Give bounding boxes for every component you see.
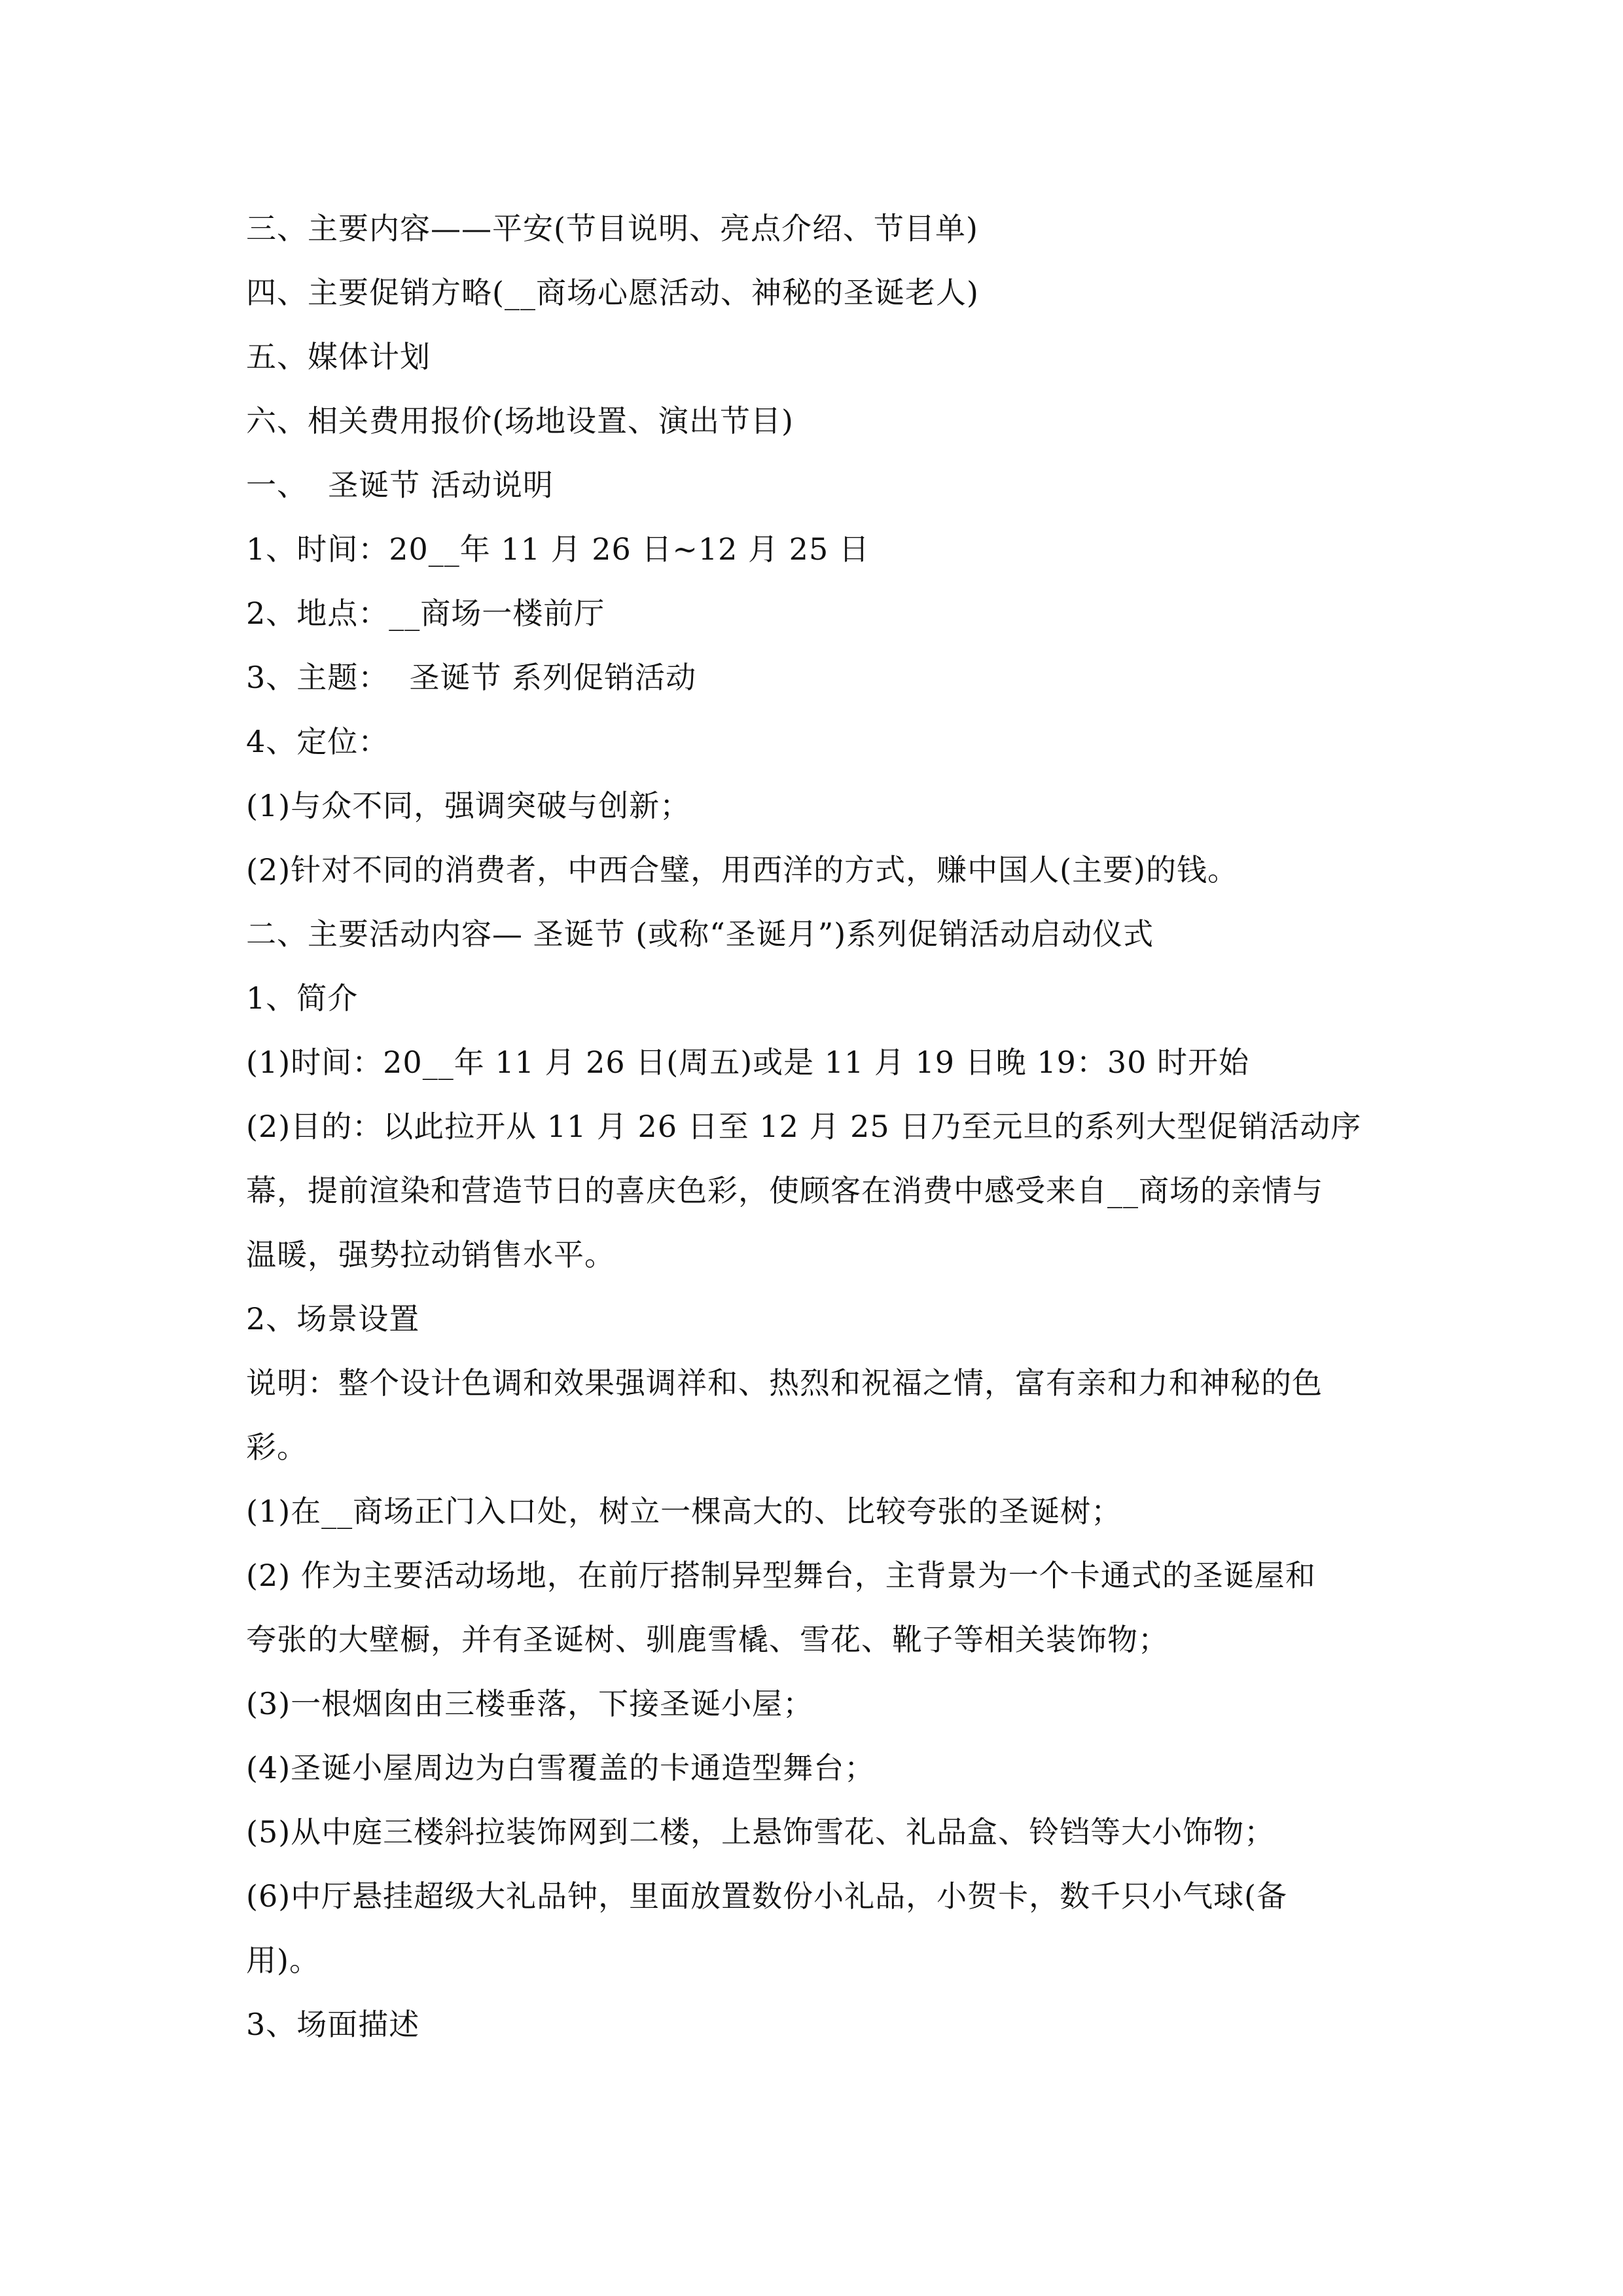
text-line: 四、主要促销方略(__商场心愿活动、神秘的圣诞老人)	[246, 275, 979, 310]
text-line: 1、时间：20__年 11 月 26 日~12 月 25 日	[246, 531, 870, 567]
text-line: 用)。	[246, 1943, 320, 1978]
text-line: (2) 作为主要活动场地，在前厅搭制异型舞台，主背景为一个卡通式的圣诞屋和	[246, 1558, 1316, 1593]
document-body	[246, 196, 1385, 2056]
text-line: 3、主题： 圣诞节 系列促销活动	[246, 660, 697, 695]
text-line: (1)在__商场正门入口处，树立一棵高大的、比较夸张的圣诞树；	[246, 1494, 1122, 1529]
text-line: 幕，提前渲染和营造节日的喜庆色彩，使顾客在消费中感受来自__商场的亲情与	[246, 1173, 1323, 1208]
text-line: (1)时间：20__年 11 月 26 日(周五)或是 11 月 19 日晚 19：30 时开始	[246, 1045, 1250, 1080]
text-line: 温暖，强势拉动销售水平。	[246, 1237, 615, 1272]
text-line: 一、 圣诞节 活动说明	[246, 467, 554, 503]
text-line: (6)中厅悬挂超级大礼品钟，里面放置数份小礼品，小贺卡，数千只小气球(备	[246, 1878, 1288, 1914]
text-line: 3、场面描述	[246, 2007, 420, 2042]
text-line: (4)圣诞小屋周边为白雪覆盖的卡通造型舞台；	[246, 1750, 876, 1785]
text-line: 六、相关费用报价(场地设置、演出节目)	[246, 403, 794, 439]
text-line: (5)从中庭三楼斜拉装饰网到二楼，上悬饰雪花、礼品盒、铃铛等大小饰物；	[246, 1814, 1275, 1850]
text-line: 夸张的大壁橱，并有圣诞树、驯鹿雪橇、雪花、靴子等相关装饰物；	[246, 1622, 1169, 1657]
text-line: 二、主要活动内容— 圣诞节 (或称“圣诞月”)系列促销活动启动仪式	[246, 916, 1154, 952]
text-line: 2、地点：__商场一楼前厅	[246, 596, 605, 631]
text-line: (2)针对不同的消费者，中西合璧，用西洋的方式，赚中国人(主要)的钱。	[246, 852, 1239, 888]
text-line: 三、主要内容——平安(节目说明、亮点介绍、节目单)	[246, 211, 978, 246]
text-line: 2、场景设置	[246, 1301, 420, 1336]
text-line: (3)一根烟囱由三楼垂落，下接圣诞小屋；	[246, 1686, 814, 1721]
text-line: 1、简介	[246, 980, 359, 1016]
text-line: 五、媒体计划	[246, 339, 431, 374]
text-line: 彩。	[246, 1429, 308, 1465]
text-line: (1)与众不同，强调突破与创新；	[246, 788, 691, 823]
text-line: 4、定位：	[246, 724, 389, 759]
text-line: (2)目的：以此拉开从 11 月 26 日至 12 月 25 日乃至元旦的系列大型促销活动序	[246, 1109, 1362, 1144]
text-line: 说明：整个设计色调和效果强调祥和、热烈和祝福之情，富有亲和力和神秘的色	[246, 1365, 1323, 1401]
